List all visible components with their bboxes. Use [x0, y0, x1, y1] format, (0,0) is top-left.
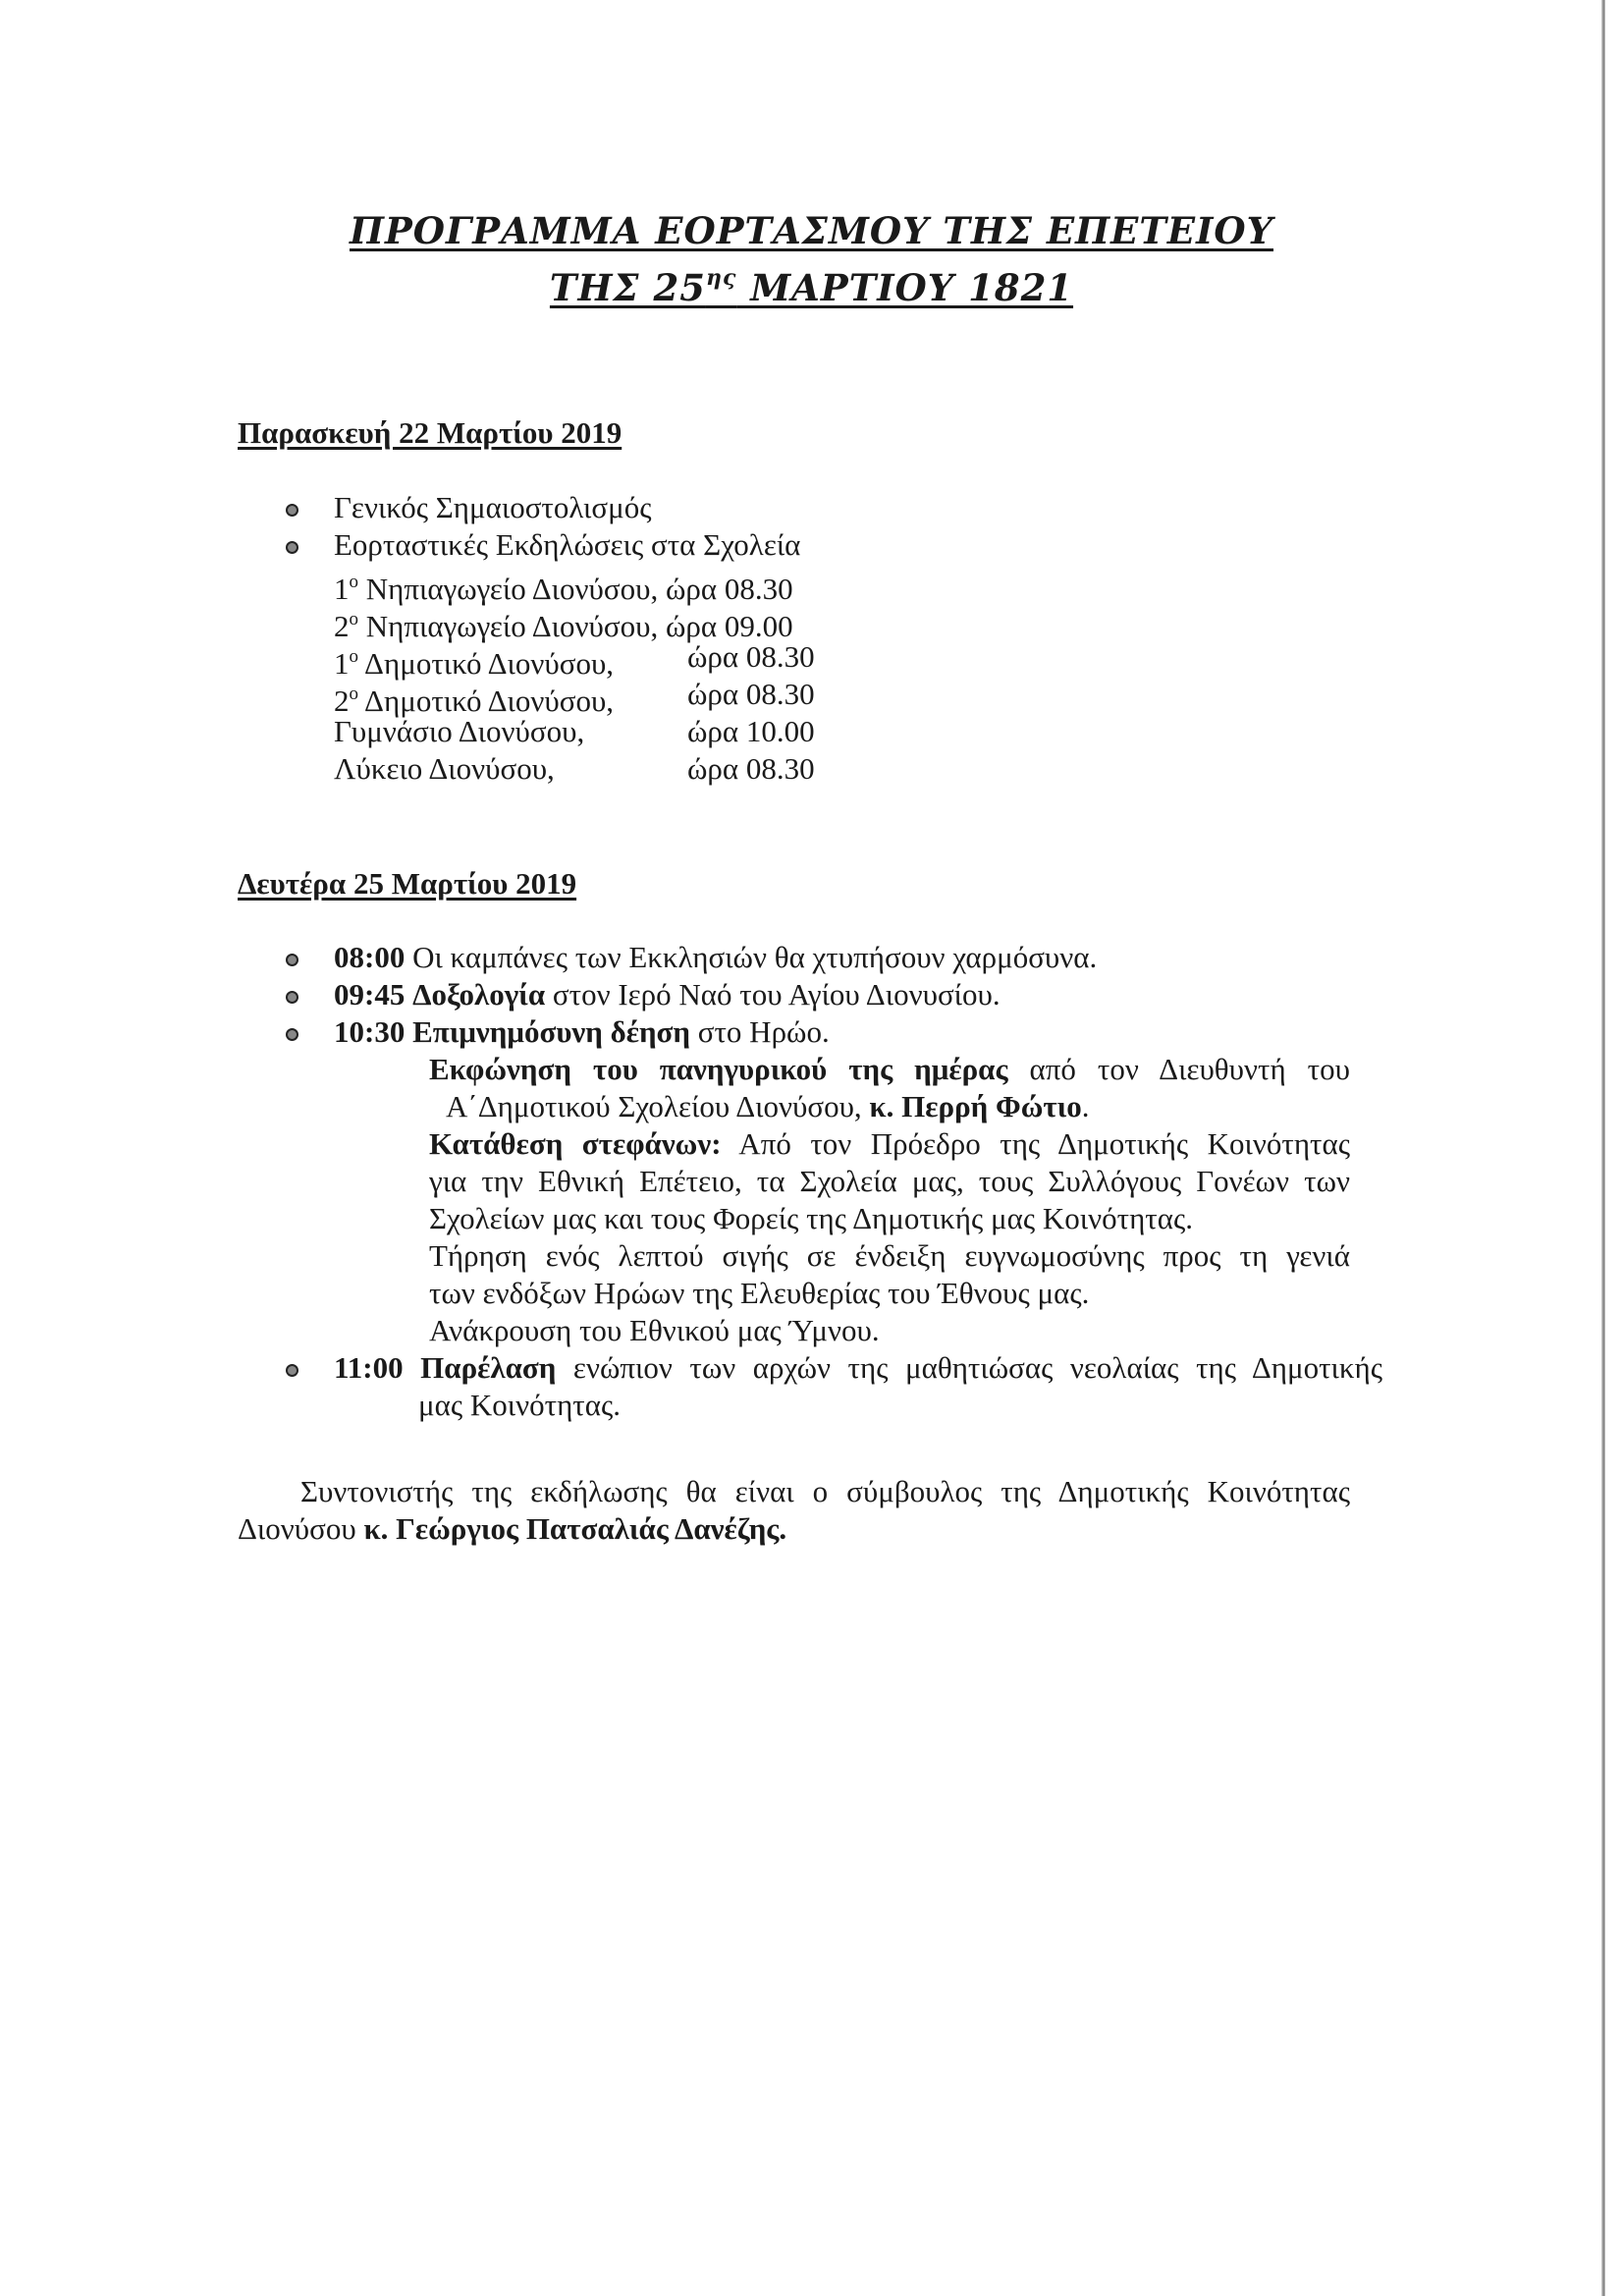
schedule-text: Οι καμπάνες των Εκκλησιών θα χτυπήσουν χαρμόσυνα. [405, 940, 1098, 974]
school-name: Δημοτικό Διονύσου, [364, 683, 615, 718]
speech-school: Α΄Δημοτικού Σχολείου Διονύσου, [446, 1089, 870, 1123]
school-name: Δημοτικό Διονύσου, [364, 646, 615, 681]
wreath-text: Από τον Πρόεδρο της Δημοτικής Κοινότητας [721, 1126, 1350, 1161]
school-time: ώρα 08.30 [687, 677, 815, 711]
schedule-bold-label: Παρέλαση [420, 1350, 557, 1385]
coordinator-line-1: Συντονιστής της εκδήλωσης θα είναι ο σύμβουλος της Δημοτικής Κοινότητας [300, 1474, 1350, 1508]
school-ordinal: ο [349, 572, 358, 592]
friday-bullet-school-events: Εορταστικές Εκδηλώσεις στα Σχολεία [334, 527, 801, 562]
school-number: 2 [334, 609, 350, 643]
schedule-text: ενώπιον των αρχών της μαθητιώσας νεολαίας της Δημοτικής [556, 1350, 1383, 1385]
wreath-line-2: για την Εθνική Επέτειο, τα Σχολεία μας, τους Συλλόγους Γονέων των [429, 1164, 1350, 1198]
school-name: Γυμνάσιο Διονύσου, [334, 714, 585, 748]
bullet-icon [286, 1364, 298, 1377]
speech-line-2 [446, 1088, 1090, 1125]
school-time: ώρα 08.30 [687, 639, 815, 674]
schedule-bold-label: Δοξολογία [412, 977, 546, 1011]
anthem-line: Ανάκρουση του Εθνικού μας Ύμνου. [429, 1313, 880, 1347]
document-title-line1: ΠΡΟΓΡΑΜΜΑ ΕΟΡΤΑΣΜΟΥ ΤΗΣ ΕΠΕΤΕΙΟΥ [349, 209, 1274, 252]
school-ordinal: ο [349, 646, 358, 667]
schedule-item-doxology [334, 976, 1001, 1013]
friday-heading: Παρασκευή 22 Μαρτίου 2019 [238, 415, 622, 450]
wreath-bold-label: Κατάθεση στεφάνων: [429, 1126, 722, 1161]
wreath-line-1 [429, 1125, 1350, 1163]
schedule-text: στο Ηρώο. [690, 1014, 830, 1049]
speaker-name: κ. Περρή Φώτιο [869, 1089, 1082, 1123]
schedule-item-parade [334, 1349, 1382, 1387]
school-name: Νηπιαγωγείο Διονύσου, [365, 572, 659, 606]
school-number: 1 [334, 572, 350, 606]
schedule-item-memorial [334, 1013, 830, 1051]
schedule-bold-label: Επιμνημόσυνη δέηση [412, 1014, 691, 1049]
friday-bullet-flags: Γενικός Σημαιοστολισμός [334, 490, 652, 524]
school-number: 2 [334, 683, 350, 718]
bullet-icon [286, 954, 298, 966]
speech-end: . [1081, 1089, 1090, 1123]
speech-bold-label: Εκφώνηση του πανηγυρικού της ημέρας [429, 1052, 1008, 1086]
bullet-icon [286, 1028, 298, 1041]
school-number: 1 [334, 646, 350, 681]
schedule-time: 11:00 [334, 1350, 404, 1385]
bullet-icon [286, 991, 298, 1004]
schedule-time: 08:00 [334, 940, 406, 974]
school-time: ώρα 09.00 [665, 609, 793, 643]
parade-line-2: μας Κοινότητας. [418, 1388, 622, 1422]
silence-line-1: Τήρηση ενός λεπτού σιγής σε ένδειξη ευγνωμοσύνης προς τη γενιά [429, 1238, 1350, 1273]
title-line2-suffix: ΜΑΡΤΙΟΥ 1821 [736, 266, 1074, 309]
title-line2-prefix: ΤΗΣ 25 [549, 266, 706, 309]
school-time: ώρα 08.30 [687, 751, 815, 786]
document-title-line2 [0, 265, 1623, 309]
coordinator-line-2 [238, 1510, 786, 1548]
schedule-text: στον Ιερό Ναό του Αγίου Διονυσίου. [545, 977, 1001, 1011]
speech-line-1 [429, 1051, 1350, 1088]
monday-heading: Δευτέρα 25 Μαρτίου 2019 [238, 866, 577, 901]
school-ordinal: ο [349, 683, 358, 704]
schedule-time: 10:30 [334, 1014, 406, 1049]
bullet-icon [286, 541, 298, 554]
school-ordinal: ο [349, 609, 358, 629]
bullet-icon [286, 504, 298, 517]
schedule-time: 09:45 [334, 977, 406, 1011]
wreath-line-3: Σχολείων μας και τους Φορείς της Δημοτικής μας Κοινότητας. [429, 1201, 1194, 1235]
coordinator-prefix: Διονύσου [238, 1511, 364, 1546]
school-name: Νηπιαγωγείο Διονύσου, [365, 609, 659, 643]
schedule-item-bells [334, 939, 1097, 976]
school-name: Λύκειο Διονύσου, [334, 751, 555, 786]
silence-line-2: των ενδόξων Ηρώων της Ελευθερίας του Έθνους μας. [429, 1276, 1090, 1310]
speech-text: από τον Διευθυντή του [1007, 1052, 1350, 1086]
school-time: ώρα 08.30 [665, 572, 793, 606]
school-time: ώρα 10.00 [687, 714, 815, 748]
coordinator-name: κ. Γεώργιος Πατσαλιάς Δανέζης. [363, 1511, 787, 1546]
title-line2-superscript: ης [705, 265, 737, 291]
scan-edge-shadow [1601, 0, 1605, 2296]
